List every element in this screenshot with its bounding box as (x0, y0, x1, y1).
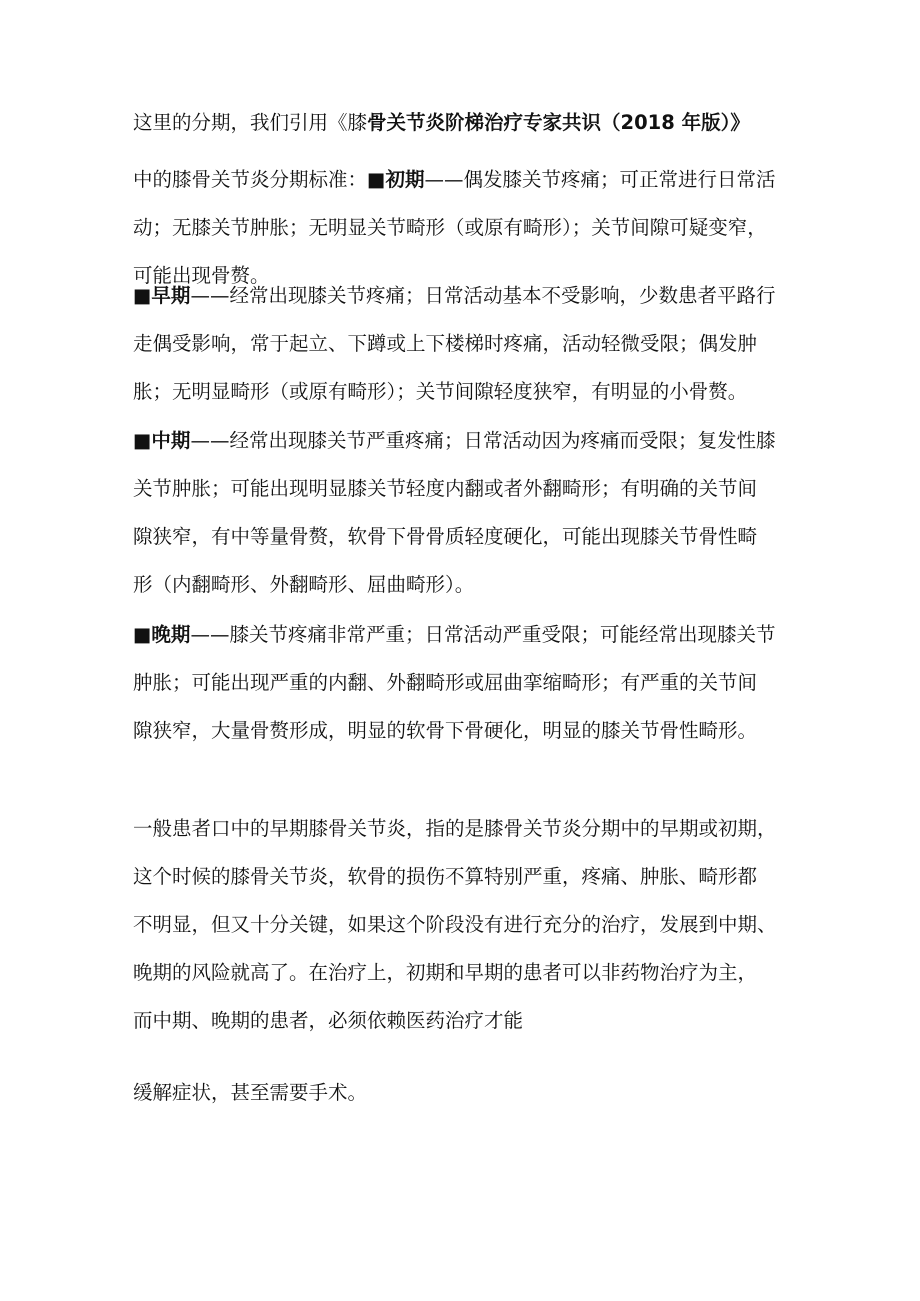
middle-line-2: 关节肿胀；可能出现明显膝关节轻度内翻或者外翻畸形；有明确的关节间 (133, 477, 758, 500)
summary-paragraph (133, 805, 805, 1045)
early-line-1-rest: ——经常出现膝关节疼痛；日常活动基本不受影响，少数患者平路行 (190, 284, 776, 307)
closing-line: 缓解症状，甚至需要手术。 (133, 1081, 368, 1104)
standard-line-2: 动；无膝关节肿胀；无明显关节畸形（或原有畸形）；关节间隙可疑变窄， (133, 216, 767, 239)
standard-prefix: 中的膝骨关节炎分期标准： (133, 168, 368, 191)
summary-line-5: 而中期、晚期的患者，必须依赖医药治疗才能 (133, 1009, 524, 1032)
early-stage-paragraph (133, 272, 805, 416)
early-line-3: 胀；无明显畸形（或原有畸形）；关节间隙轻度狭窄，有明显的小骨赘。 (133, 380, 748, 403)
summary-line-3: 不明显，但又十分关键，如果这个阶段没有进行充分的治疗，发展到中期、 (133, 913, 777, 936)
middle-line-1-rest: ——经常出现膝关节严重疼痛；日常活动因为疼痛而受限；复发性膝 (190, 429, 776, 452)
late-stage-paragraph (133, 611, 805, 755)
middle-line-1 (133, 417, 805, 465)
late-line-2: 肿胀；可能出现严重的内翻、外翻畸形或屈曲挛缩畸形；有严重的关节间 (133, 671, 758, 694)
standard-line-1 (133, 156, 805, 204)
summary-line-2: 这个时候的膝骨关节炎，软骨的损伤不算特别严重，疼痛、肿胀、畸形都 (133, 865, 758, 888)
intro-line (133, 99, 805, 147)
closing-paragraph (133, 1069, 805, 1117)
standard-line-3: 可能出现骨赘。 (133, 264, 270, 287)
standard-line-1-rest: ——偶发膝关节疼痛；可正常进行日常活 (424, 168, 776, 191)
summary-line-4: 晚期的风险就高了。在治疗上，初期和早期的患者可以非药物治疗为主， (133, 961, 758, 984)
stage-label-initial: ■初期 (367, 168, 425, 191)
early-line-1 (133, 272, 805, 320)
middle-stage-paragraph (133, 417, 805, 609)
summary-line-1: 一般患者口中的早期膝骨关节炎，指的是膝骨关节炎分期中的早期或初期， (133, 817, 777, 840)
intro-paragraph (133, 99, 805, 147)
late-line-1 (133, 611, 805, 659)
middle-line-4: 形（内翻畸形、外翻畸形、屈曲畸形）。 (133, 573, 475, 596)
stage-label-middle: ■中期 (133, 429, 191, 452)
early-line-2: 走偶受影响，常于起立、下蹲或上下楼梯时疼痛，活动轻微受限；偶发肿 (133, 332, 758, 355)
middle-line-3: 隙狭窄，有中等量骨赘，软骨下骨骨质轻度硬化，可能出现膝关节骨性畸 (133, 525, 758, 548)
stage-label-early: ■早期 (133, 284, 191, 307)
stage-label-late: ■晚期 (133, 623, 191, 646)
intro-bold-title: 骨关节炎阶梯治疗专家共识（2018 年版）》 (367, 111, 750, 134)
late-line-3: 隙狭窄，大量骨赘形成，明显的软骨下骨硬化，明显的膝关节骨性畸形。 (133, 719, 758, 742)
intro-prefix: 这里的分期，我们引用《膝 (133, 111, 368, 134)
late-line-1-rest: ——膝关节疼痛非常严重；日常活动严重受限；可能经常出现膝关节 (190, 623, 776, 646)
